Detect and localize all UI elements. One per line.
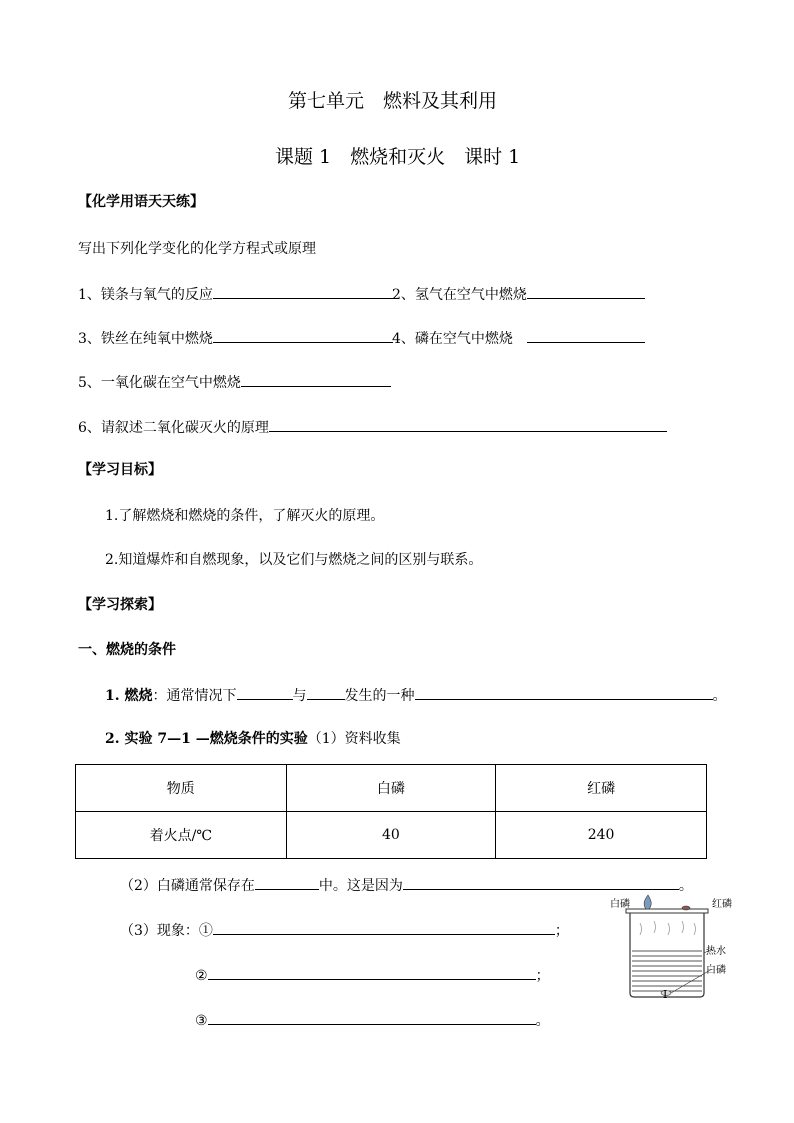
practice-item-6	[78, 416, 667, 437]
practice-item-label: 3、铁丝在纯氧中燃烧	[78, 331, 213, 347]
table-header-cell: 红磷	[496, 765, 707, 812]
practice-item-3	[78, 327, 393, 348]
label-white-phosphorus-bottom: 白磷	[706, 965, 726, 976]
practice-item-4	[392, 327, 645, 348]
question-2-text: （1）资料收集	[307, 731, 401, 747]
red-phosphorus-icon	[682, 906, 690, 910]
question-2-2-text-a: （2）白磷通常保存在	[120, 878, 255, 894]
practice-item-label: 1、镁条与氧气的反应	[78, 287, 213, 303]
period: 。	[535, 1013, 550, 1029]
objective-2: 2.知道爆炸和自燃现象，以及它们与燃烧之间的区别与联系。	[105, 552, 483, 568]
table-cell: 240	[496, 812, 707, 859]
label-figure-numeral: I	[663, 988, 668, 1001]
answer-blank[interactable]	[415, 684, 713, 700]
answer-blank[interactable]	[241, 371, 391, 387]
answer-blank[interactable]	[269, 416, 667, 432]
question-2-2-text-b: 中。这是因为	[318, 878, 403, 894]
flame-icon	[644, 895, 651, 909]
table-header-cell: 白磷	[286, 765, 496, 812]
practice-item-5	[78, 371, 391, 392]
question-1-end: 。	[712, 688, 727, 704]
answer-blank[interactable]	[213, 283, 393, 299]
practice-item-label: 2、氢气在空气中燃烧	[392, 287, 527, 303]
answer-blank[interactable]	[208, 1009, 536, 1025]
lesson-title: 课题 1 燃烧和灭火 课时 1	[275, 146, 521, 168]
practice-item-label: 5、一氧化碳在空气中燃烧	[78, 375, 241, 391]
item-marker: ②	[195, 968, 208, 984]
practice-item-1	[78, 283, 393, 304]
answer-blank[interactable]	[527, 327, 645, 343]
item-marker: ③	[195, 1013, 208, 1029]
answer-blank[interactable]	[527, 283, 645, 299]
question-1-text-a: ：通常情况下	[152, 688, 237, 704]
question-1-label: 1. 燃烧	[105, 688, 153, 704]
table-header-cell: 物质	[76, 765, 287, 812]
question-2-3-line-2	[195, 964, 550, 985]
table-row	[76, 812, 707, 859]
question-1	[105, 684, 727, 705]
section-title-combustion: 一、燃烧的条件	[78, 642, 176, 658]
hot-water	[632, 951, 702, 991]
answer-blank[interactable]	[403, 874, 679, 890]
question-2-3-line-3	[195, 1009, 550, 1030]
table-cell: 着火点/℃	[76, 812, 287, 859]
practice-item-2	[392, 283, 645, 304]
unit-title: 第七单元 燃料及其利用	[288, 90, 498, 112]
label-red-phosphorus: 红磷	[712, 899, 732, 910]
semicolon: ；	[535, 968, 550, 984]
question-2-2	[120, 874, 693, 895]
practice-instruction: 写出下列化学变化的化学方程式或原理	[78, 241, 316, 257]
answer-blank[interactable]	[255, 874, 319, 890]
question-2-label: 2. 实验 7—1 —燃烧条件的实验	[105, 731, 308, 747]
table-header-row	[76, 765, 707, 812]
answer-blank[interactable]	[307, 684, 345, 700]
steam	[640, 921, 696, 935]
ignition-point-table	[75, 764, 707, 859]
objectives-heading: 【学习目标】	[78, 462, 162, 478]
question-1-text-b: 与	[292, 688, 307, 704]
copper-plate	[626, 909, 708, 913]
objective-1: 1.了解燃烧和燃烧的条件，了解灭火的原理。	[105, 508, 385, 524]
answer-blank[interactable]	[237, 684, 293, 700]
table-cell: 40	[286, 812, 496, 859]
answer-blank[interactable]	[213, 327, 393, 343]
explore-heading: 【学习探索】	[78, 597, 162, 613]
question-2-2-end: 。	[678, 878, 693, 894]
question-2-3-label: （3）现象：①	[120, 923, 213, 939]
practice-heading: 【化学用语天天练】	[78, 194, 204, 210]
answer-blank[interactable]	[208, 964, 536, 980]
label-white-phosphorus-top: 白磷	[610, 899, 630, 910]
question-2-3-line-1	[120, 919, 569, 940]
semicolon: ；	[554, 923, 569, 939]
practice-item-label: 4、磷在空气中燃烧	[392, 331, 513, 347]
answer-blank[interactable]	[213, 919, 555, 935]
practice-item-label: 6、请叙述二氧化碳灭火的原理	[78, 420, 269, 436]
label-hot-water: 热水	[706, 946, 726, 957]
question-2	[105, 728, 401, 748]
question-1-text-c: 发生的一种	[344, 688, 415, 704]
experiment-figure	[608, 893, 738, 1003]
